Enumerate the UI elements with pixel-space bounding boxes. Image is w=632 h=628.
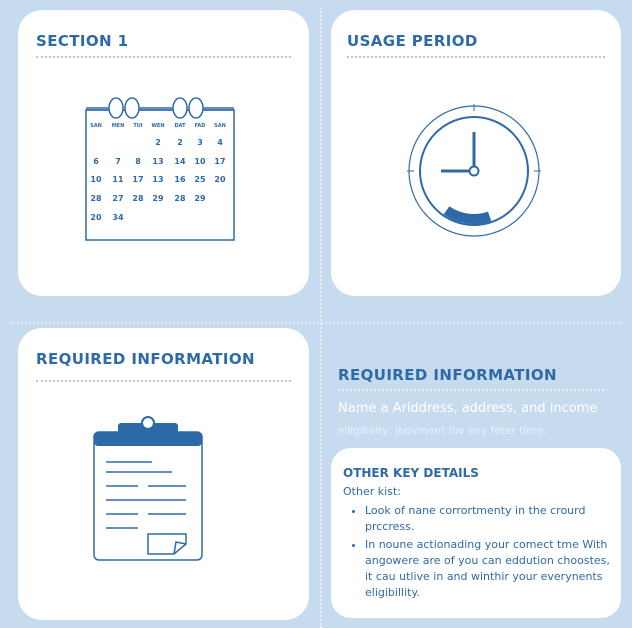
calendar-day: 27 <box>112 194 124 203</box>
other-key-details-subtitle: Other kist: <box>343 485 401 498</box>
horizontal-divider <box>10 322 622 324</box>
calendar-day: 16 <box>174 175 186 184</box>
section-1-card <box>18 10 309 296</box>
calendar-day: 28 <box>132 194 144 203</box>
usage-period-card <box>331 10 621 296</box>
calendar-day: 20 <box>214 175 226 184</box>
details-list <box>345 503 615 603</box>
calendar-day: 20 <box>90 213 102 222</box>
calendar-weekday: MEN <box>111 123 125 129</box>
other-key-details-title: OTHER KEY DETAILS <box>343 466 479 480</box>
calendar-weekday: TUI <box>133 123 143 129</box>
calendar-day: 28 <box>90 194 102 203</box>
clock-icon <box>405 102 543 240</box>
required-information-card <box>18 328 309 620</box>
title-divider <box>36 56 291 58</box>
calendar-day: 10 <box>194 157 206 166</box>
calendar-day: 17 <box>214 157 226 166</box>
required-information-title: REQUIRED INFORMATION <box>36 350 255 368</box>
calendar-day: 25 <box>194 175 206 184</box>
calendar-day: 13 <box>152 175 164 184</box>
calendar-day: 2 <box>155 138 161 147</box>
title-divider <box>36 380 291 382</box>
calendar-day: 34 <box>112 213 124 222</box>
calendar-icon <box>82 94 242 244</box>
other-key-details-card <box>331 448 621 618</box>
calendar-day: 7 <box>115 157 121 166</box>
calendar-weekday: WEN <box>151 123 165 129</box>
calendar-day: 29 <box>194 194 206 203</box>
heading-divider <box>338 389 604 391</box>
calendar-day: 28 <box>174 194 186 203</box>
description-line-1: Name a Ariddress, address, and income <box>338 401 598 416</box>
vertical-divider <box>320 8 322 628</box>
clipboard-icon <box>88 414 208 564</box>
calendar-weekday: FAD <box>194 123 206 129</box>
required-information-description <box>338 398 623 442</box>
calendar-day: 17 <box>132 175 144 184</box>
section-1-title: SECTION 1 <box>36 32 129 50</box>
list-item: • Look of nane corrortmenty in the crourd prccress. <box>365 503 615 535</box>
calendar-day: 4 <box>217 138 223 147</box>
calendar-day: 11 <box>112 175 124 184</box>
calendar-day: 8 <box>135 157 141 166</box>
calendar-weekday: DAT <box>174 123 186 129</box>
calendar-day: 3 <box>197 138 203 147</box>
calendar-day: 6 <box>93 157 99 166</box>
calendar-day: 13 <box>152 157 164 166</box>
calendar-day: 10 <box>90 175 102 184</box>
calendar-weekday: SAN <box>214 123 226 129</box>
calendar-day: 2 <box>177 138 183 147</box>
title-divider <box>347 56 605 58</box>
calendar-weekday: SAN <box>90 123 102 129</box>
list-item: • In noune actionading your comect tme With angowere are of you can eddution choostes, it cau utlive in and winthir your everynents eligibillity. <box>365 537 615 601</box>
required-information-heading: REQUIRED INFORMATION <box>338 366 557 384</box>
calendar-day: 29 <box>152 194 164 203</box>
usage-progress-arc <box>446 210 489 219</box>
description-line-2: elligibility, Jbovment fov eny feter time. <box>338 425 547 437</box>
usage-period-title: USAGE PERIOD <box>347 32 478 50</box>
calendar-day: 14 <box>174 157 186 166</box>
